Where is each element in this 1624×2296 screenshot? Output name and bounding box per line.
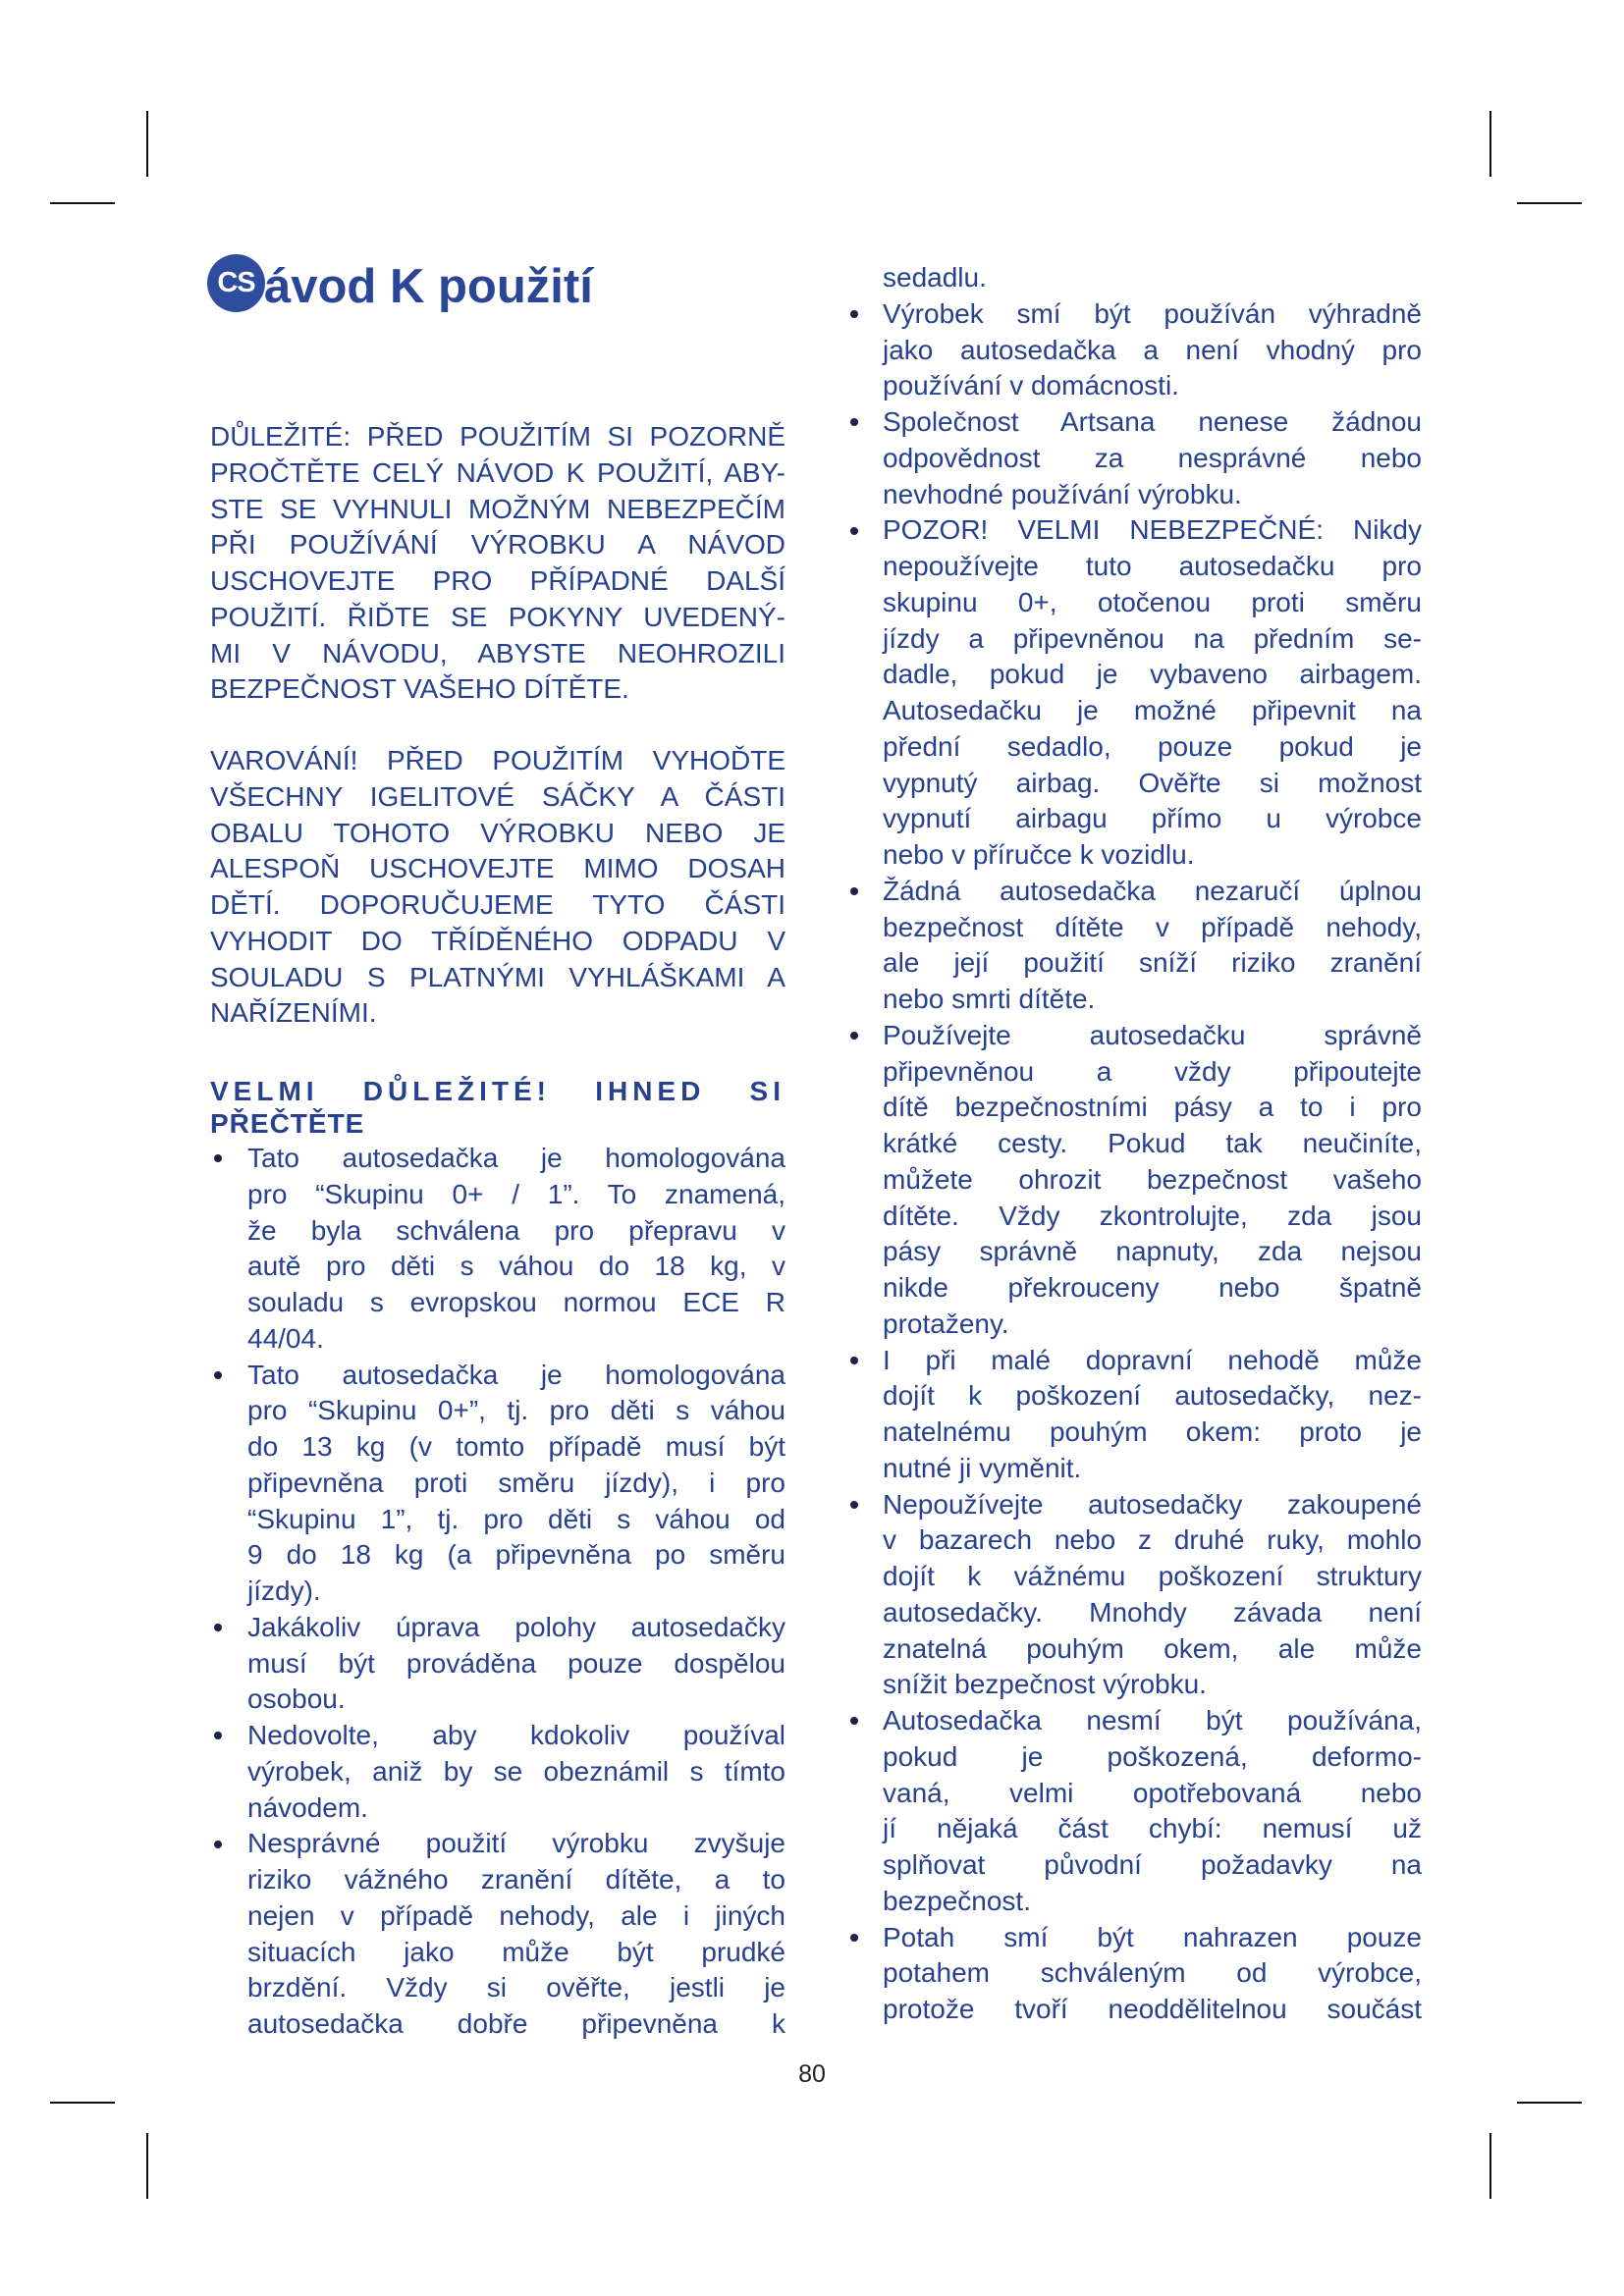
list-item [845, 1920, 1422, 2028]
text-line: riziko vážného zranění dítěte, a to [247, 1864, 785, 1895]
text-line: Autosedačku je možné připevnit na [883, 695, 1422, 725]
crop-mark [50, 2102, 115, 2104]
crop-mark [146, 2133, 148, 2199]
text-line: NAŘÍZENÍMI. [210, 997, 377, 1029]
text-line: natelnému pouhým okem: proto je [883, 1416, 1422, 1447]
bullet-icon [850, 1032, 858, 1040]
text-line: Žádná autosedačka nezaručí úplnou [883, 875, 1422, 906]
text-line: Nedovolte, aby kdokoliv používal [247, 1720, 785, 1750]
crop-mark [1517, 2102, 1582, 2104]
text-line: autě pro děti s váhou do 18 kg, v [247, 1251, 785, 1282]
text-line: vypnutí airbagu přímo u výrobce [883, 803, 1422, 834]
text-line: Používejte autosedačku správně [883, 1019, 1422, 1050]
text-line: pokud je poškozená, deformo- [883, 1740, 1422, 1772]
text-line: USCHOVEJTE PRO PŘÍPADNÉ DALŠÍ [210, 565, 785, 596]
bullet-icon [850, 1717, 858, 1725]
list-item [210, 1141, 785, 1358]
text-line: brzdění. Vždy si ověřte, jestli je [247, 1972, 785, 2003]
text-line: v bazarech nebo z druhé ruky, mohlo [883, 1524, 1422, 1556]
list-item [845, 512, 1422, 874]
text-line: MI V NÁVODU, ABYSTE NEOHROZILI [210, 637, 785, 668]
list-item-text [247, 1141, 785, 1358]
text-line: VYHODIT DO TŘÍDĚNÉHO ODPADU V [210, 925, 785, 956]
text-line: DĚTÍ. DOPORUČUJEME TYTO ČÁSTI [210, 889, 785, 920]
safety-list-right [845, 296, 1422, 2028]
crop-mark [50, 202, 115, 204]
text-line: autosedačky. Mnohdy závada není [883, 1596, 1422, 1628]
text-line: připevněnou a vždy připoutejte [883, 1055, 1422, 1087]
text-line: jí nějaká část chybí: nemusí už [883, 1813, 1422, 1844]
bullet-icon [850, 310, 858, 318]
list-item-text [883, 1343, 1422, 1487]
text-line: bezpečnost. [883, 1885, 1031, 1916]
text-line: Jakákoliv úprava polohy autosedačky [247, 1611, 785, 1642]
list-item [845, 874, 1422, 1018]
text-line: Tato autosedačka je homologována [247, 1359, 785, 1390]
text-line: můžete ohrozit bezpečnost vašeho [883, 1163, 1422, 1195]
text-line: protaženy. [883, 1308, 1009, 1339]
text-line: nebo v příručce k vozidlu. [883, 839, 1195, 870]
text-line: znatelná pouhým okem, ale může [883, 1632, 1422, 1664]
text-line: ALESPOŇ USCHOVEJTE MIMO DOSAH [210, 853, 785, 884]
text-line: I při malé dopravní nehodě může [883, 1344, 1422, 1375]
text-line: nebo smrti dítěte. [883, 984, 1096, 1014]
list-item [845, 1487, 1422, 1704]
text-line: BEZPEČNOST VAŠEHO DÍTĚTE. [210, 673, 629, 705]
text-line: souladu s evropskou normou ECE R [247, 1287, 785, 1317]
text-line: snížit bezpečnost výrobku. [883, 1669, 1207, 1700]
list-item-text [883, 1920, 1422, 2028]
list-item [210, 1358, 785, 1610]
text-line: bezpečnost dítěte v případě nehody, [883, 911, 1422, 942]
list-item-text [883, 1487, 1422, 1704]
text-line: Potah smí být nahrazen pouze [883, 1921, 1422, 1952]
list-item [845, 296, 1422, 404]
crop-mark [1517, 202, 1582, 204]
text-line: PŘEČTĚTE [210, 1108, 365, 1139]
text-line: “Skupinu 1”, tj. pro děti s váhou od [247, 1503, 785, 1534]
text-line: Nesprávné použití výrobku zvyšuje [247, 1828, 785, 1859]
text-line: Výrobek smí být používán výhradně [883, 297, 1422, 329]
text-line: návodem. [247, 1791, 368, 1823]
text-line: dítěte. Vždy zkontrolujte, zda jsou [883, 1200, 1422, 1231]
list-item-text [883, 1018, 1422, 1343]
text-line: připevněna proti směru jízdy), i pro [247, 1467, 785, 1498]
right-column [845, 260, 1422, 2028]
text-line: STE SE VYHNULI MOŽNÝM NEBEZPEČÍM [210, 493, 785, 524]
text-line: SOULADU S PLATNÝMI VYHLÁŠKAMI A [210, 961, 785, 992]
text-line: 44/04. [247, 1322, 324, 1354]
text-line: dojít k vážnému poškození struktury [883, 1561, 1422, 1591]
bullet-icon [214, 1841, 222, 1848]
list-item-text [247, 1826, 785, 2043]
list-item-text [883, 874, 1422, 1018]
list-item-text [247, 1718, 785, 1826]
text-line: přední sedadlo, pouze pokud je [883, 730, 1422, 762]
bullet-icon [850, 1934, 858, 1942]
list-item-text [883, 512, 1422, 874]
page-number: 80 [798, 2060, 826, 2088]
bullet-icon [850, 887, 858, 895]
text-line: odpovědnost za nesprávné nebo [883, 442, 1422, 473]
text-line: musí být prováděna pouze dospělou [247, 1647, 785, 1679]
crop-mark [1489, 111, 1491, 177]
bullet-icon [850, 527, 858, 535]
text-line: OBALU TOHOTO VÝROBKU NEBO JE [210, 817, 785, 848]
text-line: vypnutý airbag. Ověřte si možnost [883, 767, 1422, 798]
text-line: 9 do 18 kg (a připevněna po směru [247, 1539, 785, 1571]
text-line: VŠECHNY IGELITOVÉ SÁČKY A ČÁSTI [210, 780, 785, 812]
text-line: pro “Skupinu 0+”, tj. pro děti s váhou [247, 1395, 785, 1426]
list-item [210, 1826, 785, 2043]
text-line: nepoužívejte tuto autosedačku pro [883, 551, 1422, 581]
text-line: Autosedačka nesmí být používána, [883, 1705, 1422, 1735]
text-line: pásy správně napnuty, zda nejsou [883, 1236, 1422, 1267]
text-line: situacích jako může být prudké [247, 1936, 785, 1967]
text-line: používání v domácnosti. [883, 370, 1179, 401]
text-line: do 13 kg (v tomto případě musí být [247, 1431, 785, 1462]
text-line: VAROVÁNÍ! PŘED POUŽITÍM VYHOĎTE [210, 745, 785, 775]
section-heading [210, 1075, 785, 1140]
text-line: osobou. [247, 1683, 346, 1715]
text-line: protože tvoří neoddělitelnou součást [883, 1994, 1422, 2024]
text-line: PROČTĚTE CELÝ NÁVOD K POUŽITÍ, ABY- [210, 456, 785, 488]
list-item [845, 1703, 1422, 1920]
text-line: nikde překrouceny nebo špatně [883, 1272, 1422, 1303]
text-line: dítě bezpečnostními pásy a to i pro [883, 1092, 1422, 1123]
text-line: dadle, pokud je vybaveno airbagem. [883, 659, 1422, 690]
list-item [845, 1018, 1422, 1343]
text-line: splňovat původní požadavky na [883, 1849, 1422, 1880]
text-line: nutné ji vyměnit. [883, 1452, 1082, 1483]
list-item-text [883, 296, 1422, 404]
text-line: dojít k poškození autosedačky, nez- [883, 1380, 1422, 1412]
text-line: jízdy a připevněnou na předním se- [883, 622, 1422, 654]
text-line: krátké cesty. Pokud tak neučiníte, [883, 1128, 1422, 1158]
bullet-icon [214, 1624, 222, 1631]
list-item-text [883, 1703, 1422, 1920]
text-line: skupinu 0+, otočenou proti směru [883, 586, 1422, 617]
text-line: potahem schváleným od výrobce, [883, 1957, 1422, 1989]
list-item [210, 1718, 785, 1826]
text-line: POZOR! VELMI NEBEZPEČNÉ: Nikdy [883, 514, 1422, 546]
text-line: ale její použití sníží riziko zranění [883, 947, 1422, 979]
text-line: pro “Skupinu 0+ / 1”. To znamená, [247, 1178, 785, 1209]
text-line: že byla schválena pro přepravu v [247, 1214, 785, 1246]
text-line: vaná, velmi opotřebovaná nebo [883, 1777, 1422, 1808]
list-item [845, 1343, 1422, 1487]
text-line: nevhodné používání výrobku. [883, 478, 1242, 509]
text-line: DŮLEŽITÉ: PŘED POUŽITÍM SI POZORNĚ [210, 421, 785, 452]
crop-mark [1489, 2133, 1491, 2199]
important-notice [210, 419, 785, 708]
list-item-text [247, 1610, 785, 1718]
text-line: jízdy). [247, 1575, 321, 1606]
text-line: jako autosedačka a není vhodný pro [883, 334, 1422, 365]
text-line: PŘI POUŽÍVÁNÍ VÝROBKU A NÁVOD [210, 529, 785, 561]
list-item [845, 404, 1422, 512]
bullet-icon [850, 1357, 858, 1364]
text-line: autosedačka dobře připevněna k [247, 2008, 785, 2039]
language-badge: CS [207, 254, 265, 312]
crop-mark [146, 111, 148, 177]
bullet-icon [850, 1501, 858, 1509]
bullet-icon [850, 418, 858, 426]
text-line: Nepoužívejte autosedačky zakoupené [883, 1488, 1422, 1520]
text-line: Společnost Artsana nenese žádnou [883, 406, 1422, 437]
title-text: ávod K použití [264, 260, 593, 313]
list-item-text [883, 404, 1422, 512]
bullet-icon [214, 1732, 222, 1739]
bullet-icon [214, 1154, 222, 1162]
warning-notice [210, 743, 785, 1032]
bullet-icon [214, 1371, 222, 1379]
list-item [210, 1610, 785, 1718]
list-item-text [247, 1358, 785, 1610]
text-line: VELMI DŮLEŽITÉ! IHNED SI [210, 1076, 785, 1106]
text-line: nejen v případě nehody, ale i jiných [247, 1899, 785, 1931]
continued-text: sedadlu. [883, 262, 987, 293]
safety-list-left [210, 1141, 785, 2043]
text-line: Tato autosedačka je homologována [247, 1143, 785, 1173]
text-line: POUŽITÍ. ŘIĎTE SE POKYNY UVEDENÝ- [210, 601, 785, 632]
text-line: výrobek, aniž by se obeznámil s tímto [247, 1755, 785, 1787]
